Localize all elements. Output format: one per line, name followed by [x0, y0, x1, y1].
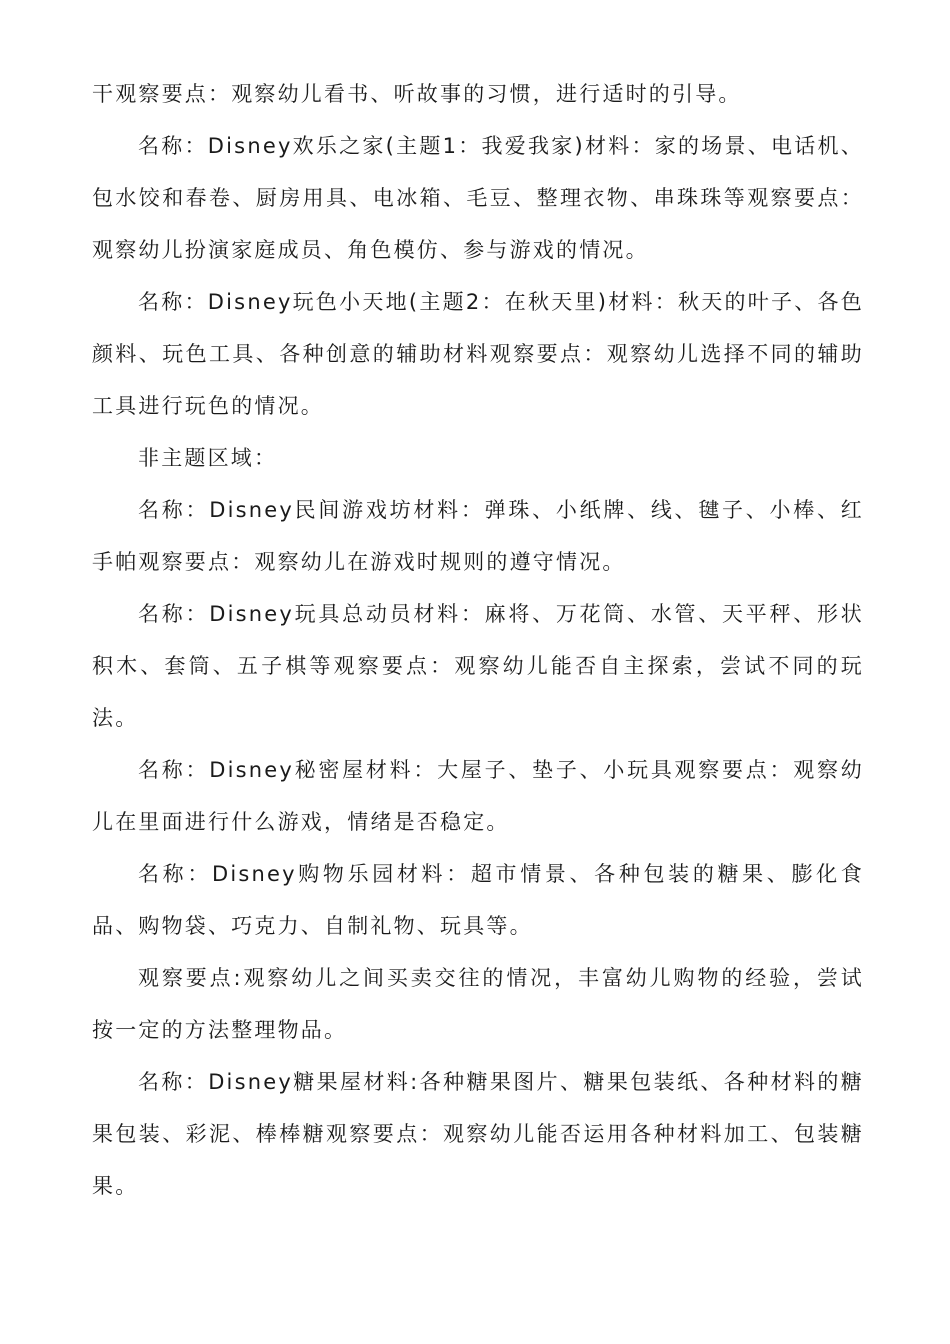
paragraph-toy-story: 名称：Disney玩具总动员材料：麻将、万花筒、水管、天平秤、形状积木、套筒、五子棋等观察要点：观察幼儿能否自主探索，尝试不同的玩法。 — [92, 602, 864, 730]
paragraph-color-world: 名称：Disney玩色小天地(主题2：在秋天里)材料：秋天的叶子、各色颜料、玩色工具、各种创意的辅助材料观察要点：观察幼儿选择不同的辅助工具进行玩色的情况。 — [92, 290, 864, 418]
paragraph-secret-house: 名称：Disney秘密屋材料：大屋子、垫子、小玩具观察要点：观察幼儿在里面进行什么游戏，情绪是否稳定。 — [92, 758, 864, 834]
paragraph-happy-home: 名称：Disney欢乐之家(主题1：我爱我家)材料：家的场景、电话机、包水饺和春卷、厨房用具、电冰箱、毛豆、整理衣物、串珠珠等观察要点：观察幼儿扮演家庭成员、角色模仿、参与游戏的情况。 — [92, 134, 864, 262]
paragraph-shopping-paradise: 名称：Disney购物乐园材料：超市情景、各种包装的糖果、膨化食品、购物袋、巧克力、自制礼物、玩具等。 — [92, 862, 864, 938]
paragraph-observation-reading: 干观察要点：观察幼儿看书、听故事的习惯，进行适时的引导。 — [92, 82, 742, 106]
section-heading-non-theme-areas: 非主题区域： — [138, 446, 278, 470]
document-body — [92, 68, 864, 1212]
paragraph-folk-games: 名称：Disney民间游戏坊材料：弹珠、小纸牌、线、毽子、小棒、红手帕观察要点：观察幼儿在游戏时规则的遵守情况。 — [92, 498, 864, 574]
paragraph-candy-house: 名称：Disney糖果屋材料:各种糖果图片、糖果包装纸、各种材料的糖果包装、彩泥、棒棒糖观察要点：观察幼儿能否运用各种材料加工、包装糖果。 — [92, 1070, 864, 1198]
paragraph-shopping-observation: 观察要点:观察幼儿之间买卖交往的情况，丰富幼儿购物的经验，尝试按一定的方法整理物品。 — [92, 966, 864, 1042]
